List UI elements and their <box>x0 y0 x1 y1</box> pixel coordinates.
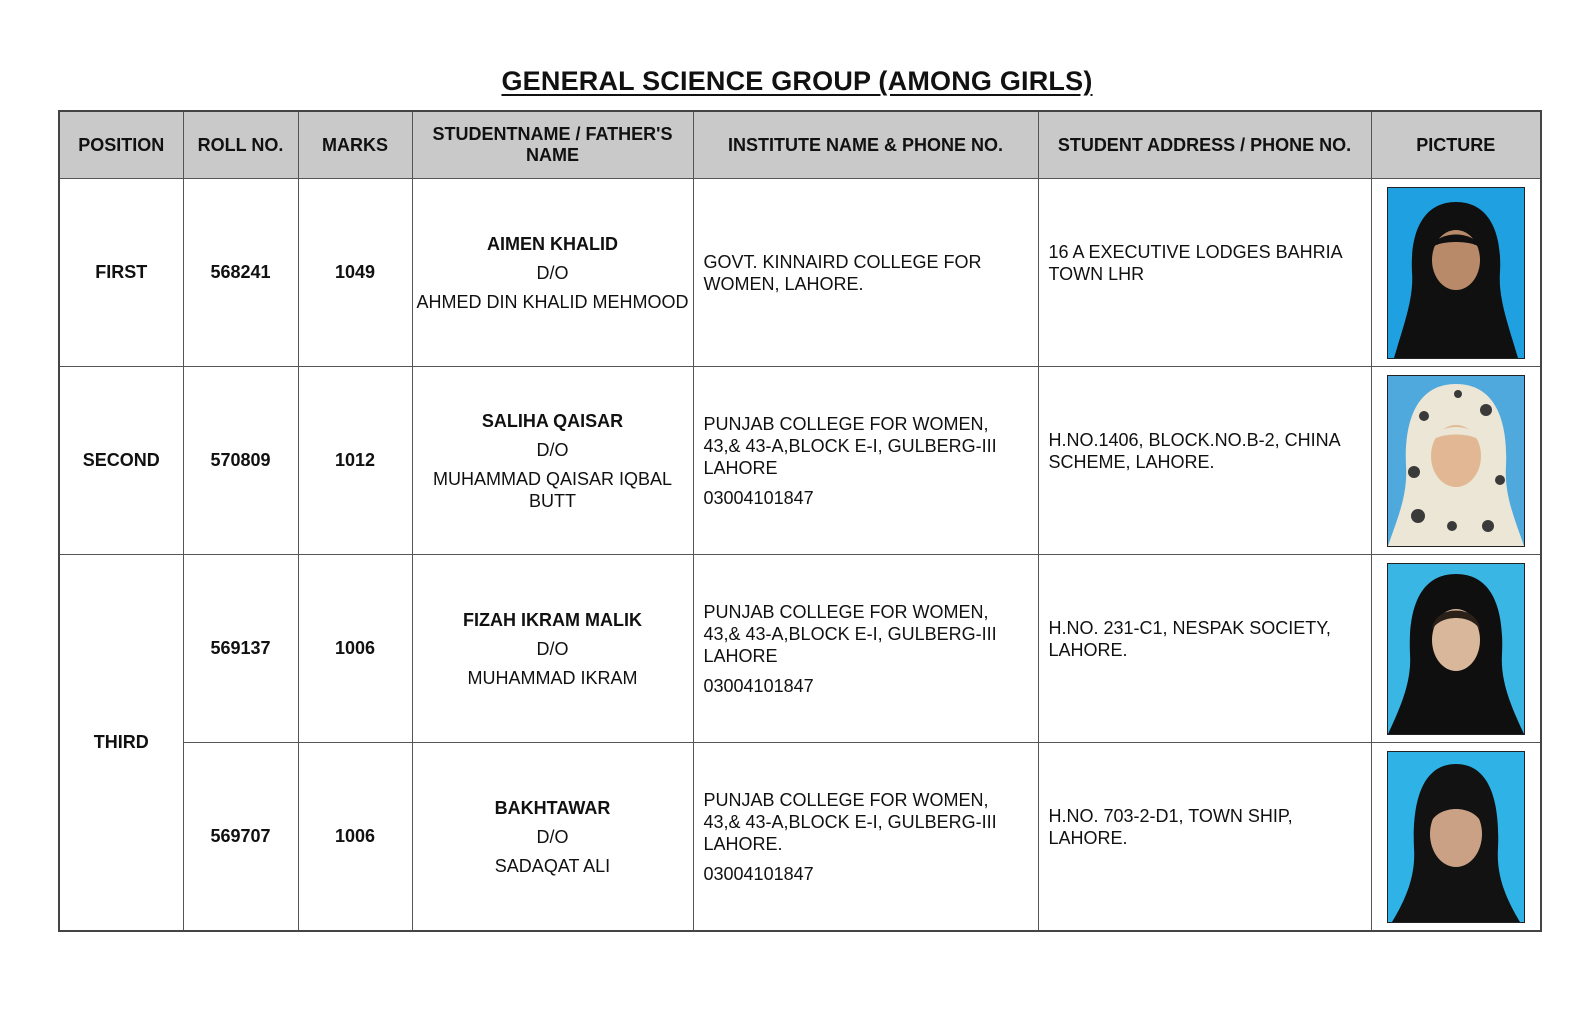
institute-phone: 03004101847 <box>703 487 814 508</box>
student-name-cell <box>412 179 693 367</box>
student-name-cell <box>412 743 693 932</box>
marks-cell: 1049 <box>298 179 412 367</box>
table-header <box>59 111 1541 179</box>
student-photo-graphic <box>1388 564 1524 734</box>
institute-cell <box>693 743 1038 932</box>
page-title: GENERAL SCIENCE GROUP (AMONG GIRLS) <box>501 66 1093 96</box>
table-row <box>59 367 1541 555</box>
roll-no-cell: 568241 <box>183 179 298 367</box>
table-row <box>59 179 1541 367</box>
relation-label: D/O <box>536 826 569 847</box>
student-photo-graphic <box>1388 376 1524 546</box>
institute-name: PUNJAB COLLEGE FOR WOMEN, 43,& 43-A,BLOCK E-I, GULBERG-III LAHORE <box>703 413 997 478</box>
institute-cell <box>693 179 1038 367</box>
student-address: 16 A EXECUTIVE LODGES BAHRIA TOWN LHR <box>1048 241 1342 284</box>
col-header-roll-no: ROLL NO. <box>183 111 298 179</box>
col-header-address: STUDENT ADDRESS / PHONE NO. <box>1038 111 1371 179</box>
address-cell <box>1038 367 1371 555</box>
student-address: H.NO. 231-C1, NESPAK SOCIETY, LAHORE. <box>1048 617 1331 660</box>
marks-cell: 1006 <box>298 555 412 743</box>
institute-name: PUNJAB COLLEGE FOR WOMEN, 43,& 43-A,BLOCK E-I, GULBERG-III LAHORE <box>703 601 997 666</box>
father-name: AHMED DIN KHALID MEHMOOD <box>416 291 689 312</box>
results-table <box>58 110 1542 932</box>
table-row <box>59 743 1541 932</box>
student-name: AIMEN KHALID <box>487 233 618 254</box>
institute-name: GOVT. KINNAIRD COLLEGE FOR WOMEN, LAHORE. <box>703 251 982 294</box>
address-cell <box>1038 743 1371 932</box>
marks-cell: 1006 <box>298 743 412 932</box>
father-name: MUHAMMAD IKRAM <box>467 667 638 688</box>
relation-label: D/O <box>536 262 569 283</box>
student-name: SALIHA QAISAR <box>481 410 624 431</box>
student-name: FIZAH IKRAM MALIK <box>463 609 642 630</box>
student-photo-graphic <box>1388 188 1524 358</box>
institute-cell <box>693 555 1038 743</box>
marks-cell: 1012 <box>298 367 412 555</box>
father-name: SADAQAT ALI <box>494 855 611 876</box>
student-photo <box>1387 751 1525 923</box>
col-header-marks: MARKS <box>298 111 412 179</box>
student-address: H.NO.1406, BLOCK.NO.B-2, CHINA SCHEME, LAHORE. <box>1048 429 1340 472</box>
student-name: BAKHTAWAR <box>494 797 611 818</box>
col-header-institute: INSTITUTE NAME & PHONE NO. <box>693 111 1038 179</box>
position-cell: SECOND <box>59 367 183 555</box>
col-header-position: POSITION <box>59 111 183 179</box>
father-name: MUHAMMAD QAISAR IQBAL BUTT <box>432 468 673 511</box>
student-photo <box>1387 187 1525 359</box>
institute-phone: 03004101847 <box>703 675 814 696</box>
col-header-picture: PICTURE <box>1371 111 1541 179</box>
student-photo <box>1387 563 1525 735</box>
position-cell: THIRD <box>59 555 183 932</box>
address-cell <box>1038 179 1371 367</box>
position-cell: FIRST <box>59 179 183 367</box>
institute-phone: 03004101847 <box>703 863 814 884</box>
student-name-cell <box>412 555 693 743</box>
institute-name: PUNJAB COLLEGE FOR WOMEN, 43,& 43-A,BLOCK E-I, GULBERG-III LAHORE. <box>703 789 997 854</box>
student-address: H.NO. 703-2-D1, TOWN SHIP, LAHORE. <box>1048 805 1293 848</box>
roll-no-cell: 569137 <box>183 555 298 743</box>
picture-cell <box>1371 367 1541 555</box>
roll-no-cell: 569707 <box>183 743 298 932</box>
roll-no-cell: 570809 <box>183 367 298 555</box>
address-cell <box>1038 555 1371 743</box>
col-header-student-name: STUDENTNAME / FATHER'S NAME <box>412 111 693 179</box>
relation-label: D/O <box>536 439 569 460</box>
student-name-cell <box>412 367 693 555</box>
table-row <box>59 555 1541 743</box>
picture-cell <box>1371 743 1541 932</box>
picture-cell <box>1371 555 1541 743</box>
relation-label: D/O <box>536 638 569 659</box>
student-photo <box>1387 375 1525 547</box>
institute-cell <box>693 367 1038 555</box>
picture-cell <box>1371 179 1541 367</box>
student-photo-graphic <box>1388 752 1524 922</box>
